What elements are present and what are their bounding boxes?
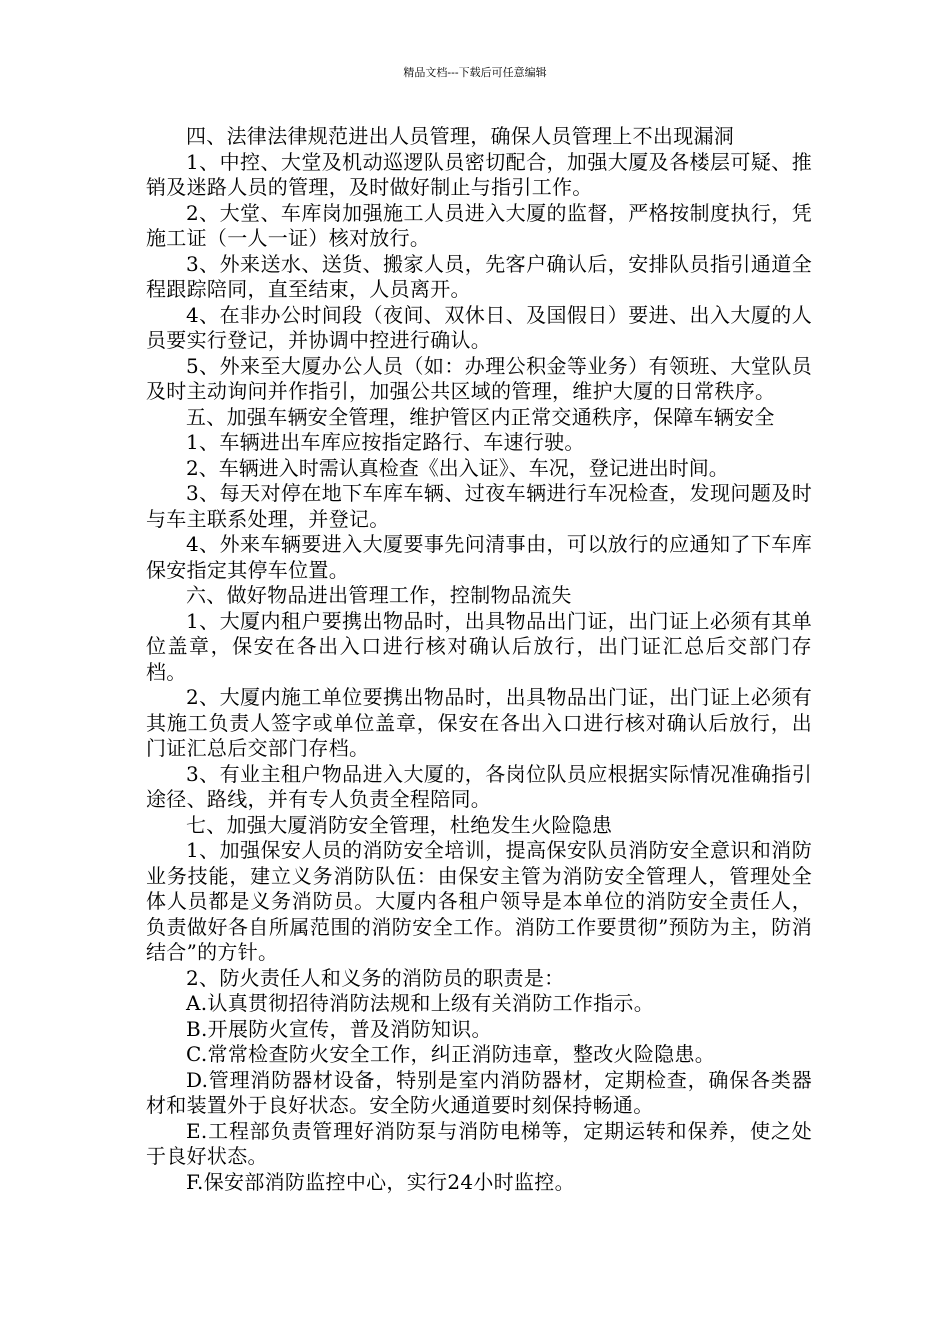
list-item: A.认真贯彻招待消防法规和上级有关消防工作指示。: [186, 991, 655, 1015]
paragraph: 3、每天对停在地下车库车辆、过夜车辆进行车况检查，发现问题及时与车主联系处理，并登记。: [146, 481, 812, 531]
list-item: E.工程部负责管理好消防泵与消防电梯等，定期运转和保养，使之处于良好状态。: [146, 1118, 812, 1168]
paragraph: 2、大厦内施工单位要携出物品时，出具物品出门证，出门证上必须有其施工负责人签字或单位盖章，保安在各出入口进行核对确认后放行，出门证汇总后交部门存档。: [146, 685, 812, 760]
paragraph: 2、车辆进入时需认真检查《出入证》、车况，登记进出时间。: [186, 455, 729, 480]
section-heading-6: 六、做好物品进出管理工作，控制物品流失: [186, 583, 572, 607]
page-header: 精品文档---下载后可任意编辑: [403, 66, 547, 79]
paragraph: 1、中控、大堂及机动巡逻队员密切配合，加强大厦及各楼层可疑、推销及迷路人员的管理，及时做好制止与指引工作。: [146, 149, 812, 199]
list-item: C.常常检查防火安全工作，纠正消防违章，整改火险隐患。: [186, 1042, 716, 1066]
paragraph: 4、外来车辆要进入大厦要事先问清事由，可以放行的应通知了下车库保安指定其停车位置。: [146, 532, 812, 582]
paragraph: 2、大堂、车库岗加强施工人员进入大厦的监督，严格按制度执行，凭施工证（一人一证）核对放行。: [146, 200, 812, 250]
paragraph: 4、在非办公时间段（夜间、双休日、及国假日）要进、出入大厦的人员要实行登记，并协调中控进行确认。: [146, 302, 812, 352]
section-heading-5: 五、加强车辆安全管理，维护管区内正常交通秩序，保障车辆安全: [186, 404, 775, 429]
section-heading-7: 七、加强大厦消防安全管理，杜绝发生火险隐患: [186, 812, 613, 837]
paragraph: 3、有业主租户物品进入大厦的，各岗位队员应根据实际情况准确指引途径、路线，并有专人负责全程陪同。: [146, 761, 812, 811]
paragraph: 5、外来至大厦办公人员（如：办理公积金等业务）有领班、大堂队员及时主动询问并作指引，加强公共区域的管理，维护大厦的日常秩序。: [146, 353, 812, 403]
list-item: F.保安部消防监控中心，实行24小时监控。: [186, 1169, 575, 1194]
paragraph: 1、大厦内租户要携出物品时，出具物品出门证，出门证上必须有其单位盖章，保安在各出入口进行核对确认后放行，出门证汇总后交部门存档。: [146, 608, 812, 684]
list-item: D.管理消防器材设备，特别是室内消防器材，定期检查，确保各类器材和装置外于良好状态。安全防火通道要时刻保持畅通。: [146, 1067, 812, 1117]
section-heading-4: 四、法律法律规范进出人员管理，确保人员管理上不出现漏洞: [186, 124, 735, 148]
paragraph: 3、外来送水、送货、搬家人员，先客户确认后，安排队员指引通道全程跟踪陪同，直至结束，人员离开。: [146, 251, 812, 301]
paragraph: 2、防火责任人和义务的消防员的职责是：: [186, 965, 565, 990]
paragraph: 1、车辆进出车库应按指定路行、车速行驶。: [186, 430, 585, 454]
document-body: [146, 124, 812, 1195]
list-item: B.开展防火宣传，普及消防知识。: [186, 1016, 492, 1041]
paragraph: 1、加强保安人员的消防安全培训，提高保安队员消防安全意识和消防业务技能，建立义务消防队伍：由保安主管为消防安全管理人，管理处全体人员都是义务消防员。大厦内各租户领导是本单位的消防安全责任人，负责做好各自所属范围的消防安全工作。消防工作要贯彻”预防为主，防消结合”的方针。: [146, 838, 812, 964]
